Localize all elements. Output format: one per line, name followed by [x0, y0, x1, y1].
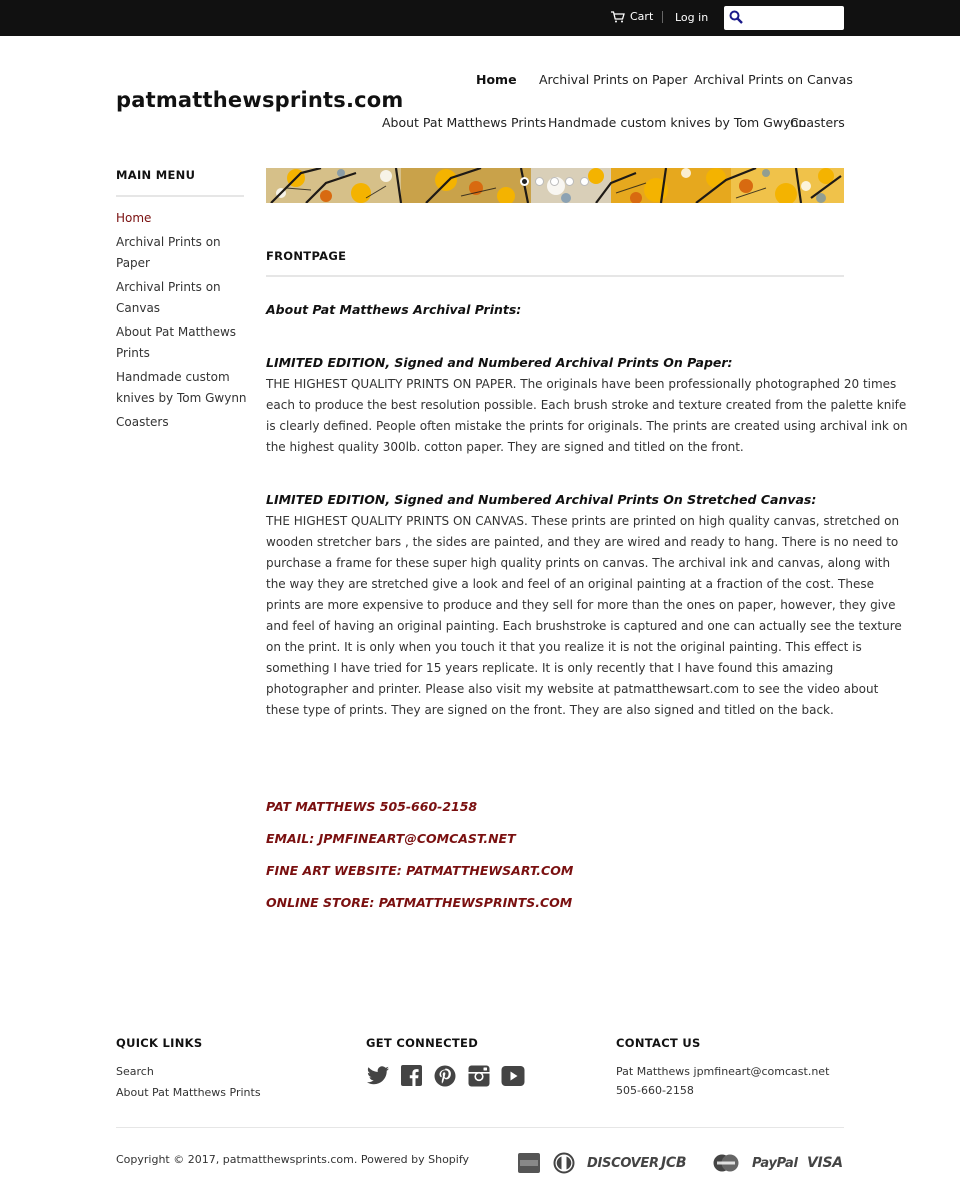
slideshow-dots — [520, 177, 589, 186]
slide-dot[interactable] — [535, 177, 544, 186]
slide-dot[interactable] — [550, 177, 559, 186]
paypal-icon: PayPal — [752, 1155, 798, 1171]
nav-home[interactable]: Home — [476, 72, 517, 87]
youtube-icon[interactable] — [501, 1065, 525, 1087]
sidebar-item-coasters[interactable]: Coasters — [116, 415, 169, 429]
footer-link-about[interactable]: About Pat Matthews Prints — [116, 1086, 261, 1099]
canvas-heading: LIMITED EDITION, Signed and Numbered Archival Prints On Stretched Canvas: — [266, 492, 817, 507]
master-icon — [712, 1152, 740, 1174]
sidebar-title: MAIN MENU — [116, 168, 196, 182]
footer-divider — [116, 1127, 844, 1128]
top-bar — [0, 0, 960, 36]
footer-contact-title: CONTACT US — [616, 1036, 701, 1050]
cart-link[interactable] — [611, 10, 653, 23]
contact-email: EMAIL: JPMFINEART@COMCAST.NET — [266, 831, 516, 846]
contact-store: ONLINE STORE: PATMATTHEWSPRINTS.COM — [266, 895, 573, 910]
visa-icon: VISA — [807, 1155, 843, 1171]
sidebar-item-home[interactable]: Home — [116, 211, 152, 225]
facebook-icon[interactable] — [400, 1065, 424, 1087]
sidebar-divider — [116, 195, 244, 197]
footer-link-search[interactable]: Search — [116, 1065, 154, 1078]
topbar-divider — [662, 11, 663, 23]
login-link[interactable]: Log in — [675, 11, 709, 24]
page-title: FRONTPAGE — [266, 249, 347, 263]
jcb-icon: JCB — [661, 1155, 687, 1171]
sidebar-item-prints-paper[interactable]: Archival Prints on Paper — [116, 235, 221, 270]
contact-website: FINE ART WEBSITE: PATMATTHEWSART.COM — [266, 863, 574, 878]
sidebar-item-about[interactable]: About Pat Matthews Prints — [116, 325, 237, 360]
about-heading: About Pat Matthews Archival Prints: — [266, 302, 522, 317]
nav-archival-prints-canvas[interactable]: Archival Prints on Canvas — [694, 72, 853, 87]
discover-icon: DISCOVER — [587, 1155, 659, 1171]
diners-club-icon — [553, 1152, 575, 1174]
cart-icon — [611, 11, 625, 23]
footer-contact-text: Pat Matthews jpmfineart@comcast.net 505-660-2158 — [616, 1065, 830, 1097]
nav-coasters[interactable]: Coasters — [790, 115, 845, 130]
contact-phone: PAT MATTHEWS 505-660-2158 — [266, 799, 478, 814]
american-express-icon — [517, 1152, 541, 1174]
slide-dot[interactable] — [565, 177, 574, 186]
cart-label: Cart — [630, 10, 654, 23]
paper-description: THE HIGHEST QUALITY PRINTS ON PAPER. The originals have been professionally photographed 20 times each to produce the best resolution possible. Each brush stroke and texture created from the palette knife is clearly defined. People often mistake the prints for originals. The prints are created using archival ink on the highest quality 300lb. cotton paper. They are signed and titled on the front. — [266, 377, 908, 454]
pinterest-icon[interactable] — [433, 1065, 457, 1087]
footer-quick-links-title: QUICK LINKS — [116, 1036, 203, 1050]
copyright-text: Copyright © 2017, patmatthewsprints.com. Powered by Shopify — [116, 1153, 470, 1166]
slide-dot[interactable] — [580, 177, 589, 186]
canvas-description: THE HIGHEST QUALITY PRINTS ON CANVAS. These prints are printed on high quality canvas, stretched on wooden stretcher bars , the sides are painted, and they are wired and ready to hang. There is no need to purchase a frame for these super high quality prints on canvas. The archival ink and canvas, along with the way they are stretched give a look and feel of an original painting at a fraction of the cost. These prints are more expensive to produce and they sell for more than the ones on paper, however, they give and feel of having an original painting. Each brushstroke is captured and one can actually see the texture on the print. It is only when you touch it that you realize it is not the original painting. This effect is something I have tried for 15 years replicate. It is only recently that I have found this amazing photographer and printer. Please also visit my website at patmatthewsart.com to see the video about these type of prints. They are signed on the front. They are also signed and titled on the back. — [266, 514, 902, 717]
footer-connected-title: GET CONNECTED — [366, 1036, 479, 1050]
twitter-icon[interactable] — [366, 1065, 390, 1087]
page-title-divider — [266, 275, 844, 277]
nav-about[interactable]: About Pat Matthews Prints — [382, 115, 547, 130]
nav-knives[interactable]: Handmade custom knives by Tom Gwynn — [548, 115, 807, 130]
nav-archival-prints-paper[interactable]: Archival Prints on Paper — [539, 72, 688, 87]
instagram-icon[interactable] — [467, 1065, 491, 1087]
sidebar-item-prints-canvas[interactable]: Archival Prints on Canvas — [116, 280, 221, 315]
slide-dot[interactable] — [520, 177, 529, 186]
site-title[interactable]: patmatthewsprints.com — [116, 88, 404, 112]
sidebar-item-knives[interactable]: Handmade custom knives by Tom Gwynn — [116, 370, 247, 405]
search-icon[interactable] — [729, 10, 743, 24]
paper-heading: LIMITED EDITION, Signed and Numbered Archival Prints On Paper: — [266, 355, 733, 370]
